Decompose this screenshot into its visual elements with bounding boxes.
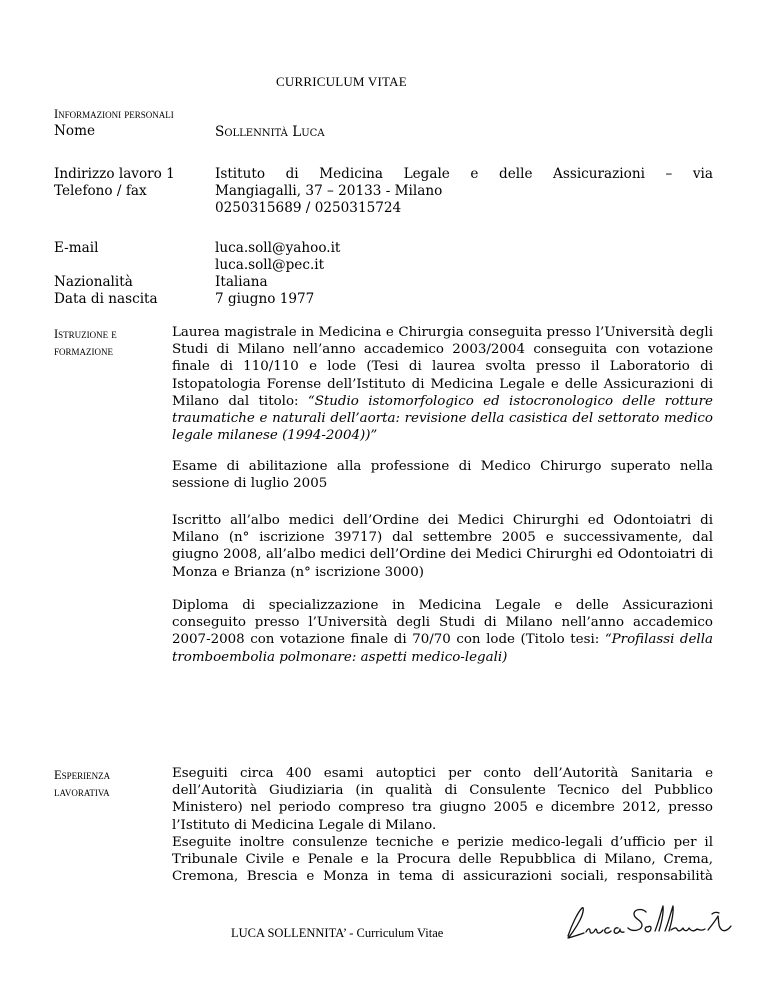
- education-license-paragraph: Esame di abilitazione alla professione di Medico Chirurgo superato nella sessione di luglio 2005: [172, 459, 713, 492]
- email-label: E-mail: [54, 240, 99, 256]
- birth-date-label: Data di nascita: [54, 291, 158, 307]
- name-label: Nome: [54, 123, 96, 139]
- work-address-label: Indirizzo lavoro 1: [54, 166, 175, 182]
- nationality-value: Italiana: [215, 274, 268, 290]
- email-primary[interactable]: luca.soll@yahoo.it: [215, 240, 341, 256]
- phone-value: 0250315689 / 0250315724: [215, 200, 402, 216]
- experience-heading-line-1: Esperienza: [54, 768, 111, 782]
- education-heading: [54, 326, 117, 360]
- education-specialization-thesis-title: “Profilassi della tromboembolia polmonare: aspetti medico-legali): [172, 632, 713, 665]
- education-degree-thesis-title: “Studio istomorfologico ed istocronologico delle rotture traumatiche e naturali dell’aorta: revisione della casistica del settorato medico legale milanese (1994-2004))”: [172, 393, 713, 444]
- personal-info-heading: Informazioni personali: [54, 107, 174, 121]
- name-value: Sollennità Luca: [215, 124, 325, 140]
- education-degree-text: Laurea magistrale in Medicina e Chirurgia conseguita presso l’Università degli Studi di Milano nell’anno accademico 2003/2004 conseguita con votazione finale di 110/110 e lode (Tesi di laurea svolta presso il Laboratorio di Istopatologia Forense dell’Istituto di Medicina Legale e delle Assicurazioni di Milano dal titolo:: [172, 325, 713, 409]
- phone-label: Telefono / fax: [54, 183, 147, 199]
- signature-icon: [562, 900, 738, 950]
- work-address-line-2: Mangiagalli, 37 – 20133 - Milano: [215, 183, 443, 199]
- experience-heading: [54, 767, 110, 801]
- email-pec[interactable]: luca.soll@pec.it: [215, 257, 325, 273]
- education-heading-line-1: Istruzione e: [54, 327, 117, 341]
- experience-consulting-paragraph: Eseguite inoltre consulenze tecniche e perizie medico-legali d’ufficio per il Tribunale Civile e Penale e la Procura delle Repubblica di Milano, Crema, Cremona, Brescia e Monza in tema di assicurazioni sociali, responsabilità: [172, 835, 713, 885]
- education-specialization-paragraph: [172, 597, 713, 666]
- experience-autopsy-paragraph: Eseguiti circa 400 esami autoptici per conto dell’Autorità Sanitaria e dell’Autorità Giudiziaria (in qualità di Consulente Tecnico del Pubblico Ministero) nel periodo compreso tra giugno 2005 e dicembre 2012, presso l’Istituto di Medicina Legale di Milano.: [172, 766, 713, 833]
- education-degree-paragraph: [172, 324, 713, 444]
- experience-heading-line-2: lavorativa: [54, 785, 110, 799]
- education-registration-paragraph: Iscritto all’albo medici dell’Ordine dei Medici Chirurghi ed Odontoiatri di Milano (n° iscrizione 39717) dal settembre 2005 e successivamente, dal giugno 2008, all’albo medici dell’Ordine dei Medici Chirurghi ed Odontoiatri di Monza e Brianza (n° iscrizione 3000): [172, 513, 713, 580]
- education-heading-line-2: formazione: [54, 344, 114, 358]
- birth-date-value: 7 giugno 1977: [215, 291, 315, 307]
- document-title: CURRICULUM VITAE: [276, 74, 407, 89]
- nationality-label: Nazionalità: [54, 274, 133, 290]
- page-footer: LUCA SOLLENNITA’ - Curriculum Vitae: [231, 926, 444, 940]
- education-specialization-text: Diploma di specializzazione in Medicina Legale e delle Assicurazioni conseguito presso l’Università degli Studi di Milano nell’anno accademico 2007-2008 con votazione finale di 70/70 con lode (Titolo tesi:: [172, 598, 713, 648]
- work-address-line-1: Istituto di Medicina Legale e delle Assicurazioni – via: [215, 166, 713, 182]
